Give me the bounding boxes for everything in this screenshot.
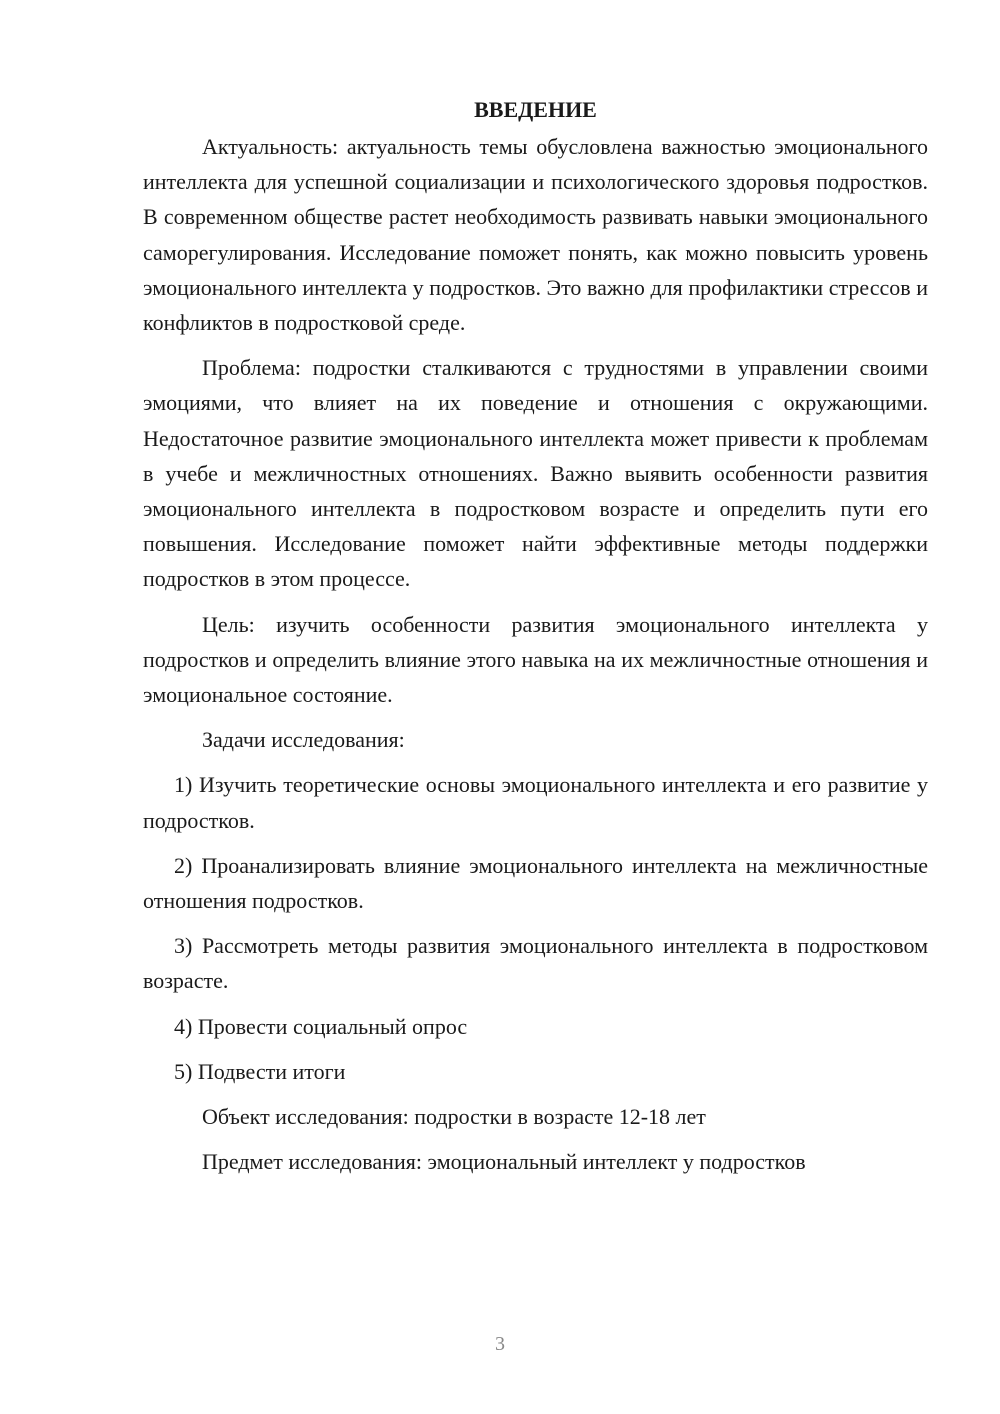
task-item: 1) Изучить теоретические основы эмоционального интеллекта и его развитие у подростков. [143, 772, 928, 833]
page-number: 3 [495, 1333, 505, 1355]
task-item: 2) Проанализировать влияние эмоционального интеллекта на межличностные отношения подростков. [143, 852, 928, 914]
goal-paragraph: Цель: изучить особенности развития эмоционального интеллекта у подростков и определить влияние этого навыка на их межличностные отношения и эмоциональное состояние. [143, 611, 928, 708]
page-title: ВВЕДЕНИЕ [474, 97, 597, 122]
problem-paragraph: Проблема: подростки сталкиваются с трудностями в управлении своими эмоциями, что влияет на их поведение и отношения с окружающими. Недостаточное развитие эмоционального интеллекта может привести к проблемам в учебе и межличностных отношениях. Важно выявить особенности развития эмоционального интеллекта в подростковом возрасте и определить пути его повышения. Исследование поможет найти эффективные методы поддержки подростков в этом процессе. [143, 355, 928, 592]
task-item: 5) Подвести итоги [174, 1058, 346, 1084]
task-item: 4) Провести социальный опрос [174, 1013, 468, 1039]
tasks-heading: Задачи исследования: [202, 727, 405, 753]
relevance-paragraph: Актуальность: актуальность темы обусловлена важностью эмоционального интеллекта для успешной социализации и психологического здоровья подростков. В современном обществе растет необходимость развивать навыки эмоционального саморегулирования. Исследование поможет понять, как можно повысить уровень эмоционального интеллекта у подростков. Это важно для профилактики стрессов и конфликтов в подростковой среде. [143, 134, 928, 336]
research-object: Объект исследования: подростки в возрасте 12-18 лет [202, 1104, 706, 1130]
task-item: 3) Рассмотреть методы развития эмоционального интеллекта в подростковом возрасте. [143, 933, 928, 994]
research-subject: Предмет исследования: эмоциональный интеллект у подростков [202, 1149, 806, 1175]
document-body [143, 92, 928, 1189]
